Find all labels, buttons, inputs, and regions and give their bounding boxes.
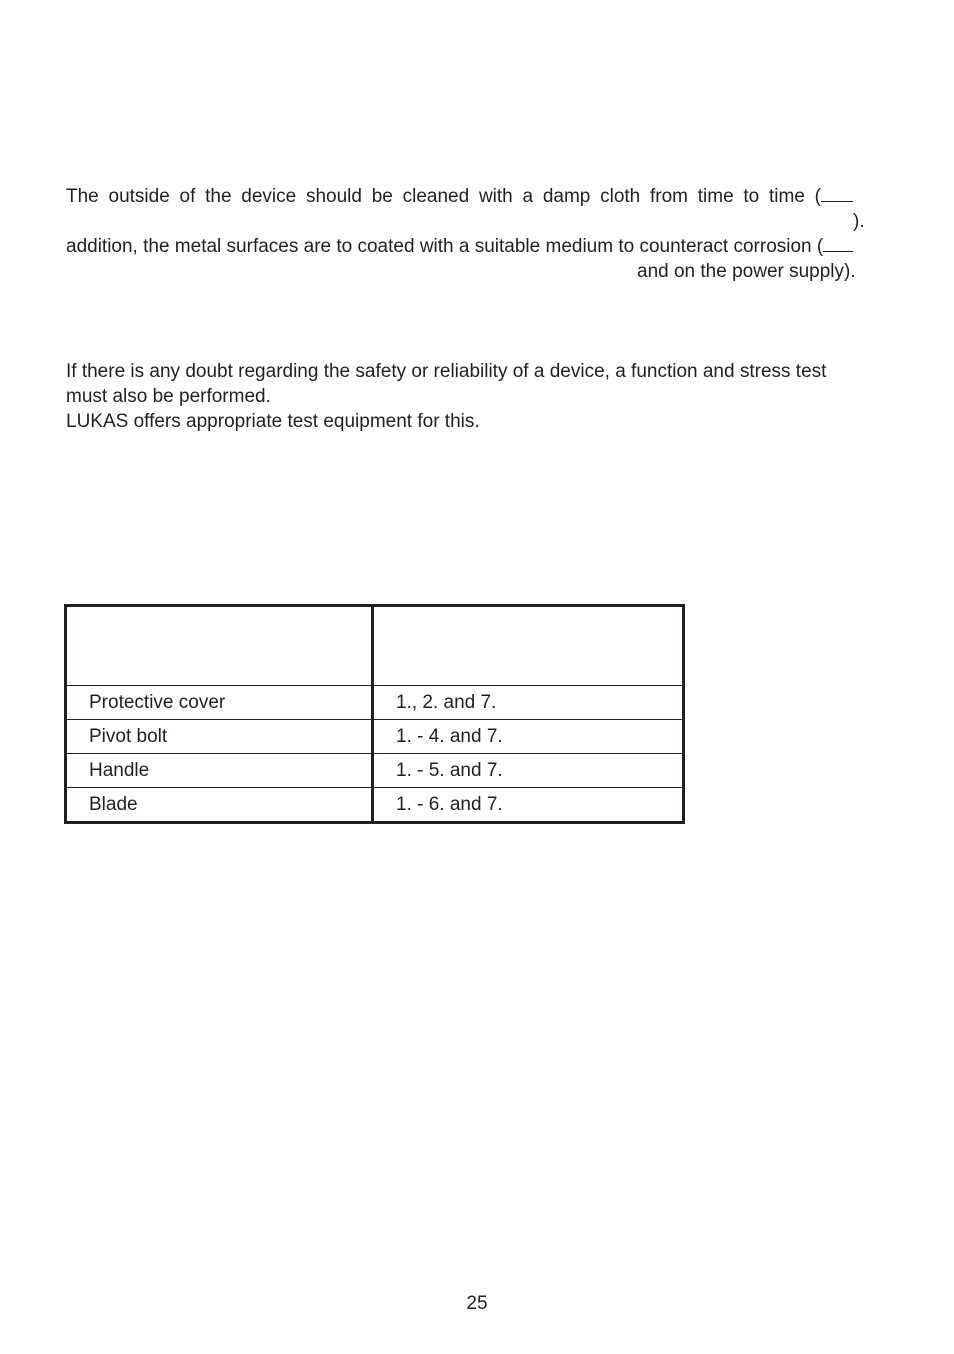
blank-underline: [821, 185, 853, 202]
table-cell-steps: 1. - 4. and 7.: [373, 720, 684, 754]
table-cell-steps: 1. - 6. and 7.: [373, 788, 684, 823]
table-header-cell-steps: [373, 606, 684, 686]
table-row: [66, 788, 684, 823]
table-cell-part: Pivot bolt: [66, 720, 373, 754]
table-row: [66, 686, 684, 720]
table-row: [66, 754, 684, 788]
testing-line-2: must also be performed.: [66, 386, 271, 407]
page-number: 25: [466, 1293, 488, 1314]
table-cell-part: Blade: [66, 788, 373, 823]
cleaning-line-2: ).: [853, 211, 865, 232]
cleaning-line-1: [66, 185, 853, 209]
maintenance-table: [64, 604, 685, 824]
cleaning-line-4: and on the power supply).: [637, 261, 856, 282]
table-cell-steps: 1. - 5. and 7.: [373, 754, 684, 788]
cleaning-line-1-text: The outside of the device should be cleaned with a damp cloth from time to time (: [66, 186, 821, 207]
blank-underline: [823, 235, 853, 252]
table-cell-part: Handle: [66, 754, 373, 788]
testing-line-1: If there is any doubt regarding the safety or reliability of a device, a function and stress test: [66, 361, 827, 382]
cleaning-line-3: [66, 235, 853, 259]
cleaning-line-3-text: addition, the metal surfaces are to coated with a suitable medium to counteract corrosion (: [66, 236, 824, 257]
testing-line-3: LUKAS offers appropriate test equipment for this.: [66, 411, 480, 432]
table-row: [66, 720, 684, 754]
table-header-cell-part: [66, 606, 373, 686]
table-header-row: [66, 606, 684, 686]
table-cell-part: Protective cover: [66, 686, 373, 720]
table-cell-steps: 1., 2. and 7.: [373, 686, 684, 720]
